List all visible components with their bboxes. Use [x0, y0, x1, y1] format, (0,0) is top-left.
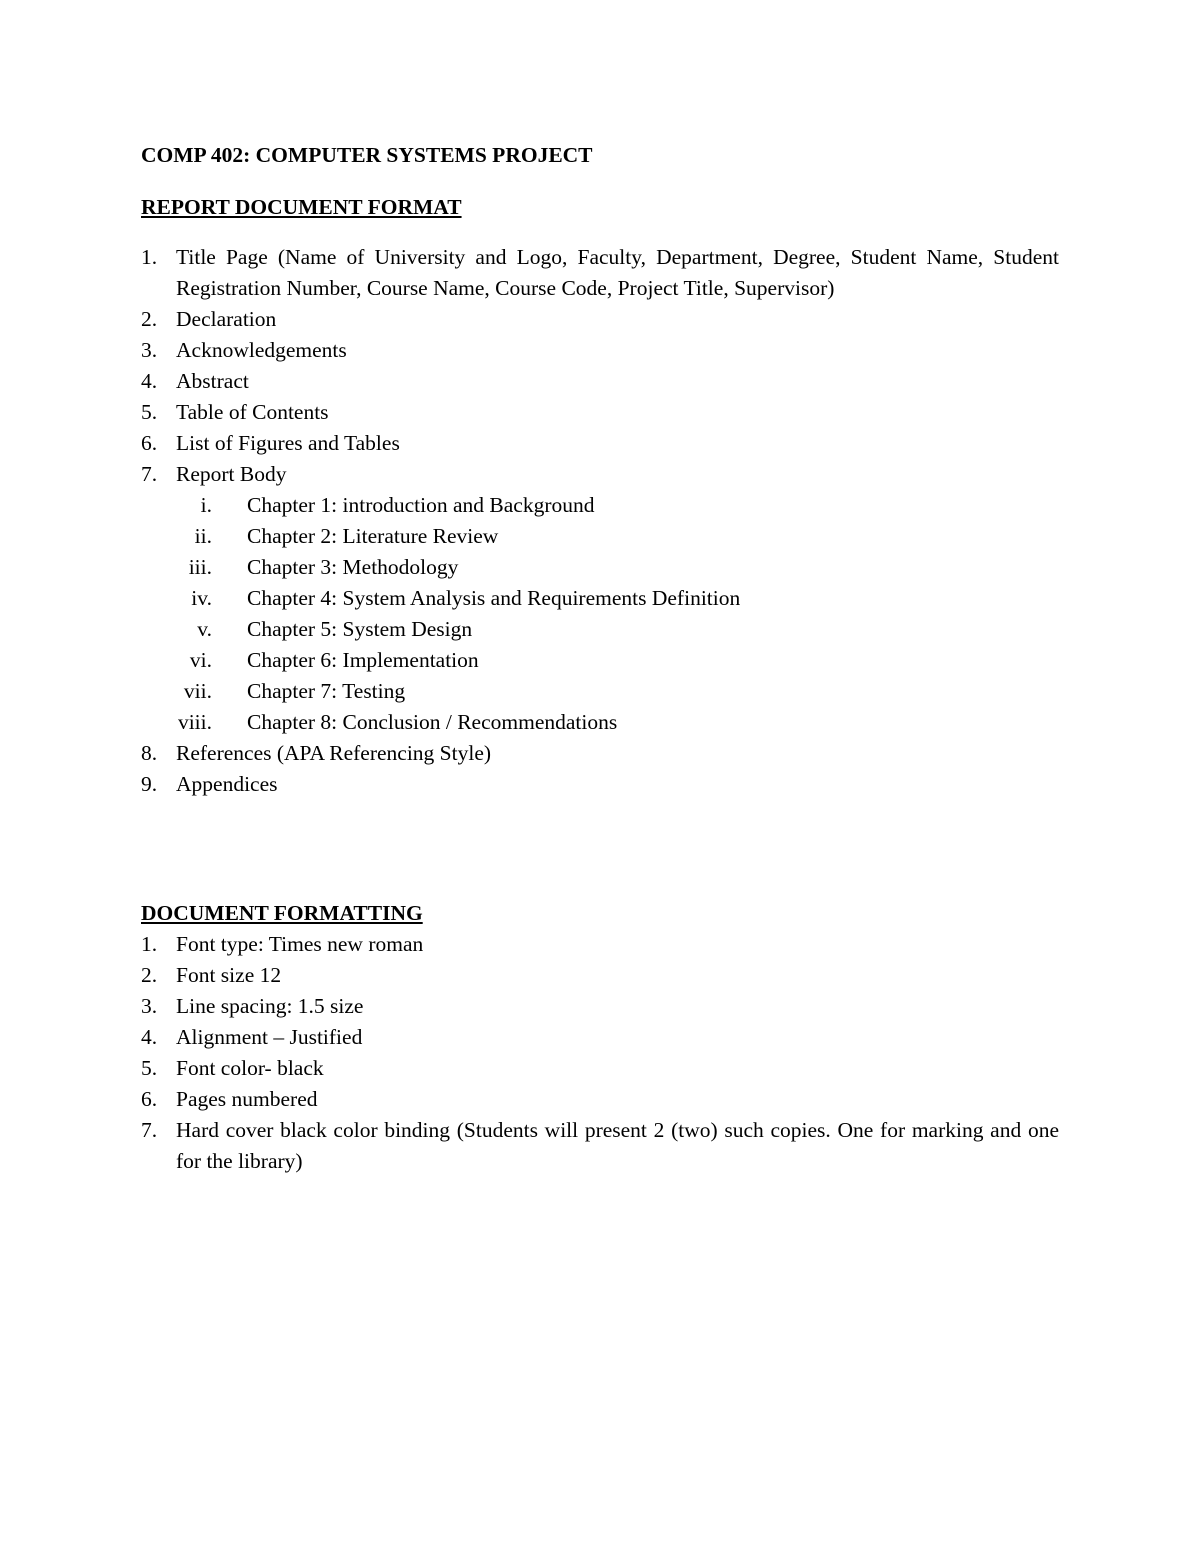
list-number: 4. [141, 369, 158, 393]
chapter-item [176, 645, 1059, 676]
chapter-number: ii. [194, 524, 212, 548]
list-number: 6. [141, 1087, 158, 1111]
list-item [141, 335, 1059, 366]
list-text: Line spacing: 1.5 size [176, 994, 364, 1018]
chapter-item [176, 707, 1059, 738]
list-number: 2. [141, 307, 158, 331]
list-number: 9. [141, 772, 158, 796]
list-item [141, 242, 1059, 304]
list-number: 5. [141, 400, 158, 424]
chapter-number: iii. [188, 555, 212, 579]
chapter-number: vi. [189, 648, 212, 672]
spacer [141, 800, 1059, 898]
chapter-item [176, 552, 1059, 583]
list-text: Font size 12 [176, 963, 282, 987]
list-text: Abstract [176, 369, 249, 393]
list-item [141, 769, 1059, 800]
document-title: COMP 402: COMPUTER SYSTEMS PROJECT [141, 143, 593, 167]
chapter-item [176, 521, 1059, 552]
chapter-item [176, 676, 1059, 707]
chapter-text: Chapter 2: Literature Review [247, 524, 499, 548]
list-item [141, 397, 1059, 428]
list-item [141, 1115, 1059, 1177]
list-number: 7. [141, 1118, 158, 1142]
list-text: Font color- black [176, 1056, 324, 1080]
report-format-list [141, 242, 1059, 800]
list-text: Declaration [176, 307, 277, 331]
list-item [141, 929, 1059, 960]
list-text: Title Page (Name of University and Logo, Faculty, Department, Degree, Student Name, Student Registration Number, Course Name, Course Code, Project Title, Supervisor) [176, 245, 1059, 300]
list-text: Report Body [176, 462, 287, 486]
spacer [141, 223, 1059, 242]
list-number: 4. [141, 1025, 158, 1049]
list-item [141, 428, 1059, 459]
chapter-text: Chapter 4: System Analysis and Requirements Definition [247, 586, 741, 610]
spacer [141, 171, 1059, 192]
chapter-number: iv. [191, 586, 212, 610]
list-number: 2. [141, 963, 158, 987]
list-number: 3. [141, 338, 158, 362]
list-number: 8. [141, 741, 158, 765]
list-number: 3. [141, 994, 158, 1018]
chapter-number: v. [197, 617, 212, 641]
formatting-heading: DOCUMENT FORMATTING [141, 901, 423, 925]
list-number: 7. [141, 462, 158, 486]
list-text: Font type: Times new roman [176, 932, 424, 956]
list-text: Hard cover black color binding (Students will present 2 (two) such copies. One for marking and one for the library) [176, 1118, 1059, 1173]
list-item [141, 738, 1059, 769]
list-item [141, 991, 1059, 1022]
list-item [141, 1084, 1059, 1115]
chapter-text: Chapter 8: Conclusion / Recommendations [247, 710, 618, 734]
list-text: Acknowledgements [176, 338, 347, 362]
list-item [141, 1053, 1059, 1084]
chapter-text: Chapter 6: Implementation [247, 648, 479, 672]
report-format-heading: REPORT DOCUMENT FORMAT [141, 195, 462, 219]
list-number: 1. [141, 245, 158, 269]
chapter-item [176, 583, 1059, 614]
list-item [141, 366, 1059, 397]
chapter-text: Chapter 7: Testing [247, 679, 406, 703]
list-text: References (APA Referencing Style) [176, 741, 492, 765]
formatting-list [141, 929, 1059, 1177]
chapter-item [176, 490, 1059, 521]
chapter-number: vii. [183, 679, 212, 703]
list-number: 1. [141, 932, 158, 956]
chapter-number: i. [200, 493, 212, 517]
document-page [141, 140, 1059, 1177]
list-text: Pages numbered [176, 1087, 318, 1111]
chapter-list [176, 490, 1059, 738]
list-text: Table of Contents [176, 400, 329, 424]
chapter-item [176, 614, 1059, 645]
list-item [141, 960, 1059, 991]
chapter-number: viii. [177, 710, 212, 734]
chapter-text: Chapter 3: Methodology [247, 555, 459, 579]
list-number: 5. [141, 1056, 158, 1080]
list-text: List of Figures and Tables [176, 431, 400, 455]
list-text: Appendices [176, 772, 278, 796]
chapter-text: Chapter 1: introduction and Background [247, 493, 595, 517]
list-text: Alignment – Justified [176, 1025, 363, 1049]
list-number: 6. [141, 431, 158, 455]
list-item [141, 1022, 1059, 1053]
chapter-text: Chapter 5: System Design [247, 617, 473, 641]
list-item [141, 459, 1059, 738]
list-item [141, 304, 1059, 335]
